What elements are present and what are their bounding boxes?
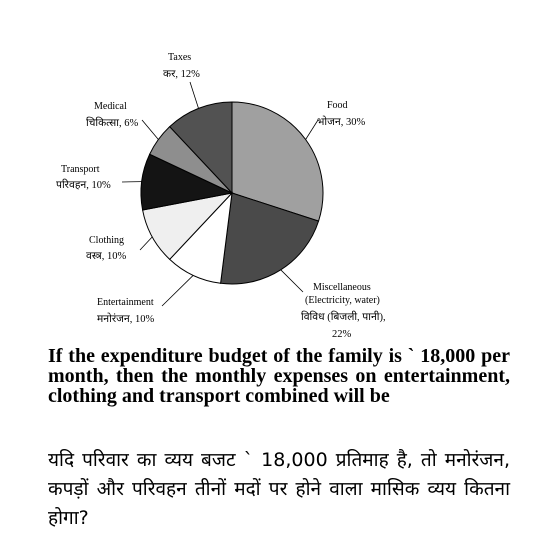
label-medical-hi: चिकित्सा, 6%	[86, 118, 139, 129]
leader-line-taxes	[190, 82, 199, 108]
label-misc-pct: 22%	[332, 329, 352, 340]
label-misc-hi: विविध (बिजली, पानी),	[301, 312, 386, 323]
label-misc-en2: (Electricity, water)	[305, 295, 380, 306]
label-miscellaneous	[301, 282, 386, 340]
label-entertainment-en: Entertainment	[97, 297, 154, 308]
question-english: If the expenditure budget of the family is ` 18,000 per month, then the monthly expenses on entertainment, clothing and transport combined will be	[48, 345, 510, 407]
label-food	[317, 100, 365, 128]
label-misc-en: Miscellaneous	[313, 282, 371, 293]
label-taxes-hi: कर, 12%	[163, 69, 200, 80]
question-hindi: यदि परिवार का व्यय बजट ` 18,000 प्रतिमाह है, तो मनोरंजन, कपड़ों और परिवहन तीनों मदों पर होने वाला मासिक व्यय कितना होगा?	[48, 449, 510, 529]
label-transport	[56, 164, 111, 191]
leader-line-medical	[142, 120, 158, 140]
label-entertainment	[97, 297, 154, 325]
label-food-en: Food	[327, 100, 348, 111]
label-transport-en: Transport	[61, 164, 100, 175]
label-clothing-hi: वस्त्र, 10%	[86, 251, 127, 262]
label-entertainment-hi: मनोरंजन, 10%	[97, 314, 155, 325]
label-medical	[86, 101, 138, 129]
leader-line-miscellaneous	[281, 270, 303, 292]
label-clothing-en: Clothing	[89, 235, 125, 246]
leader-line-clothing	[140, 237, 152, 250]
label-clothing	[86, 235, 126, 262]
label-transport-hi: परिवहन, 10%	[56, 180, 111, 191]
label-taxes	[163, 52, 200, 80]
leader-line-entertainment	[162, 275, 193, 306]
label-taxes-en: Taxes	[168, 52, 192, 63]
label-food-hi: भोजन, 30%	[317, 117, 366, 128]
label-medical-en: Medical	[94, 101, 127, 112]
